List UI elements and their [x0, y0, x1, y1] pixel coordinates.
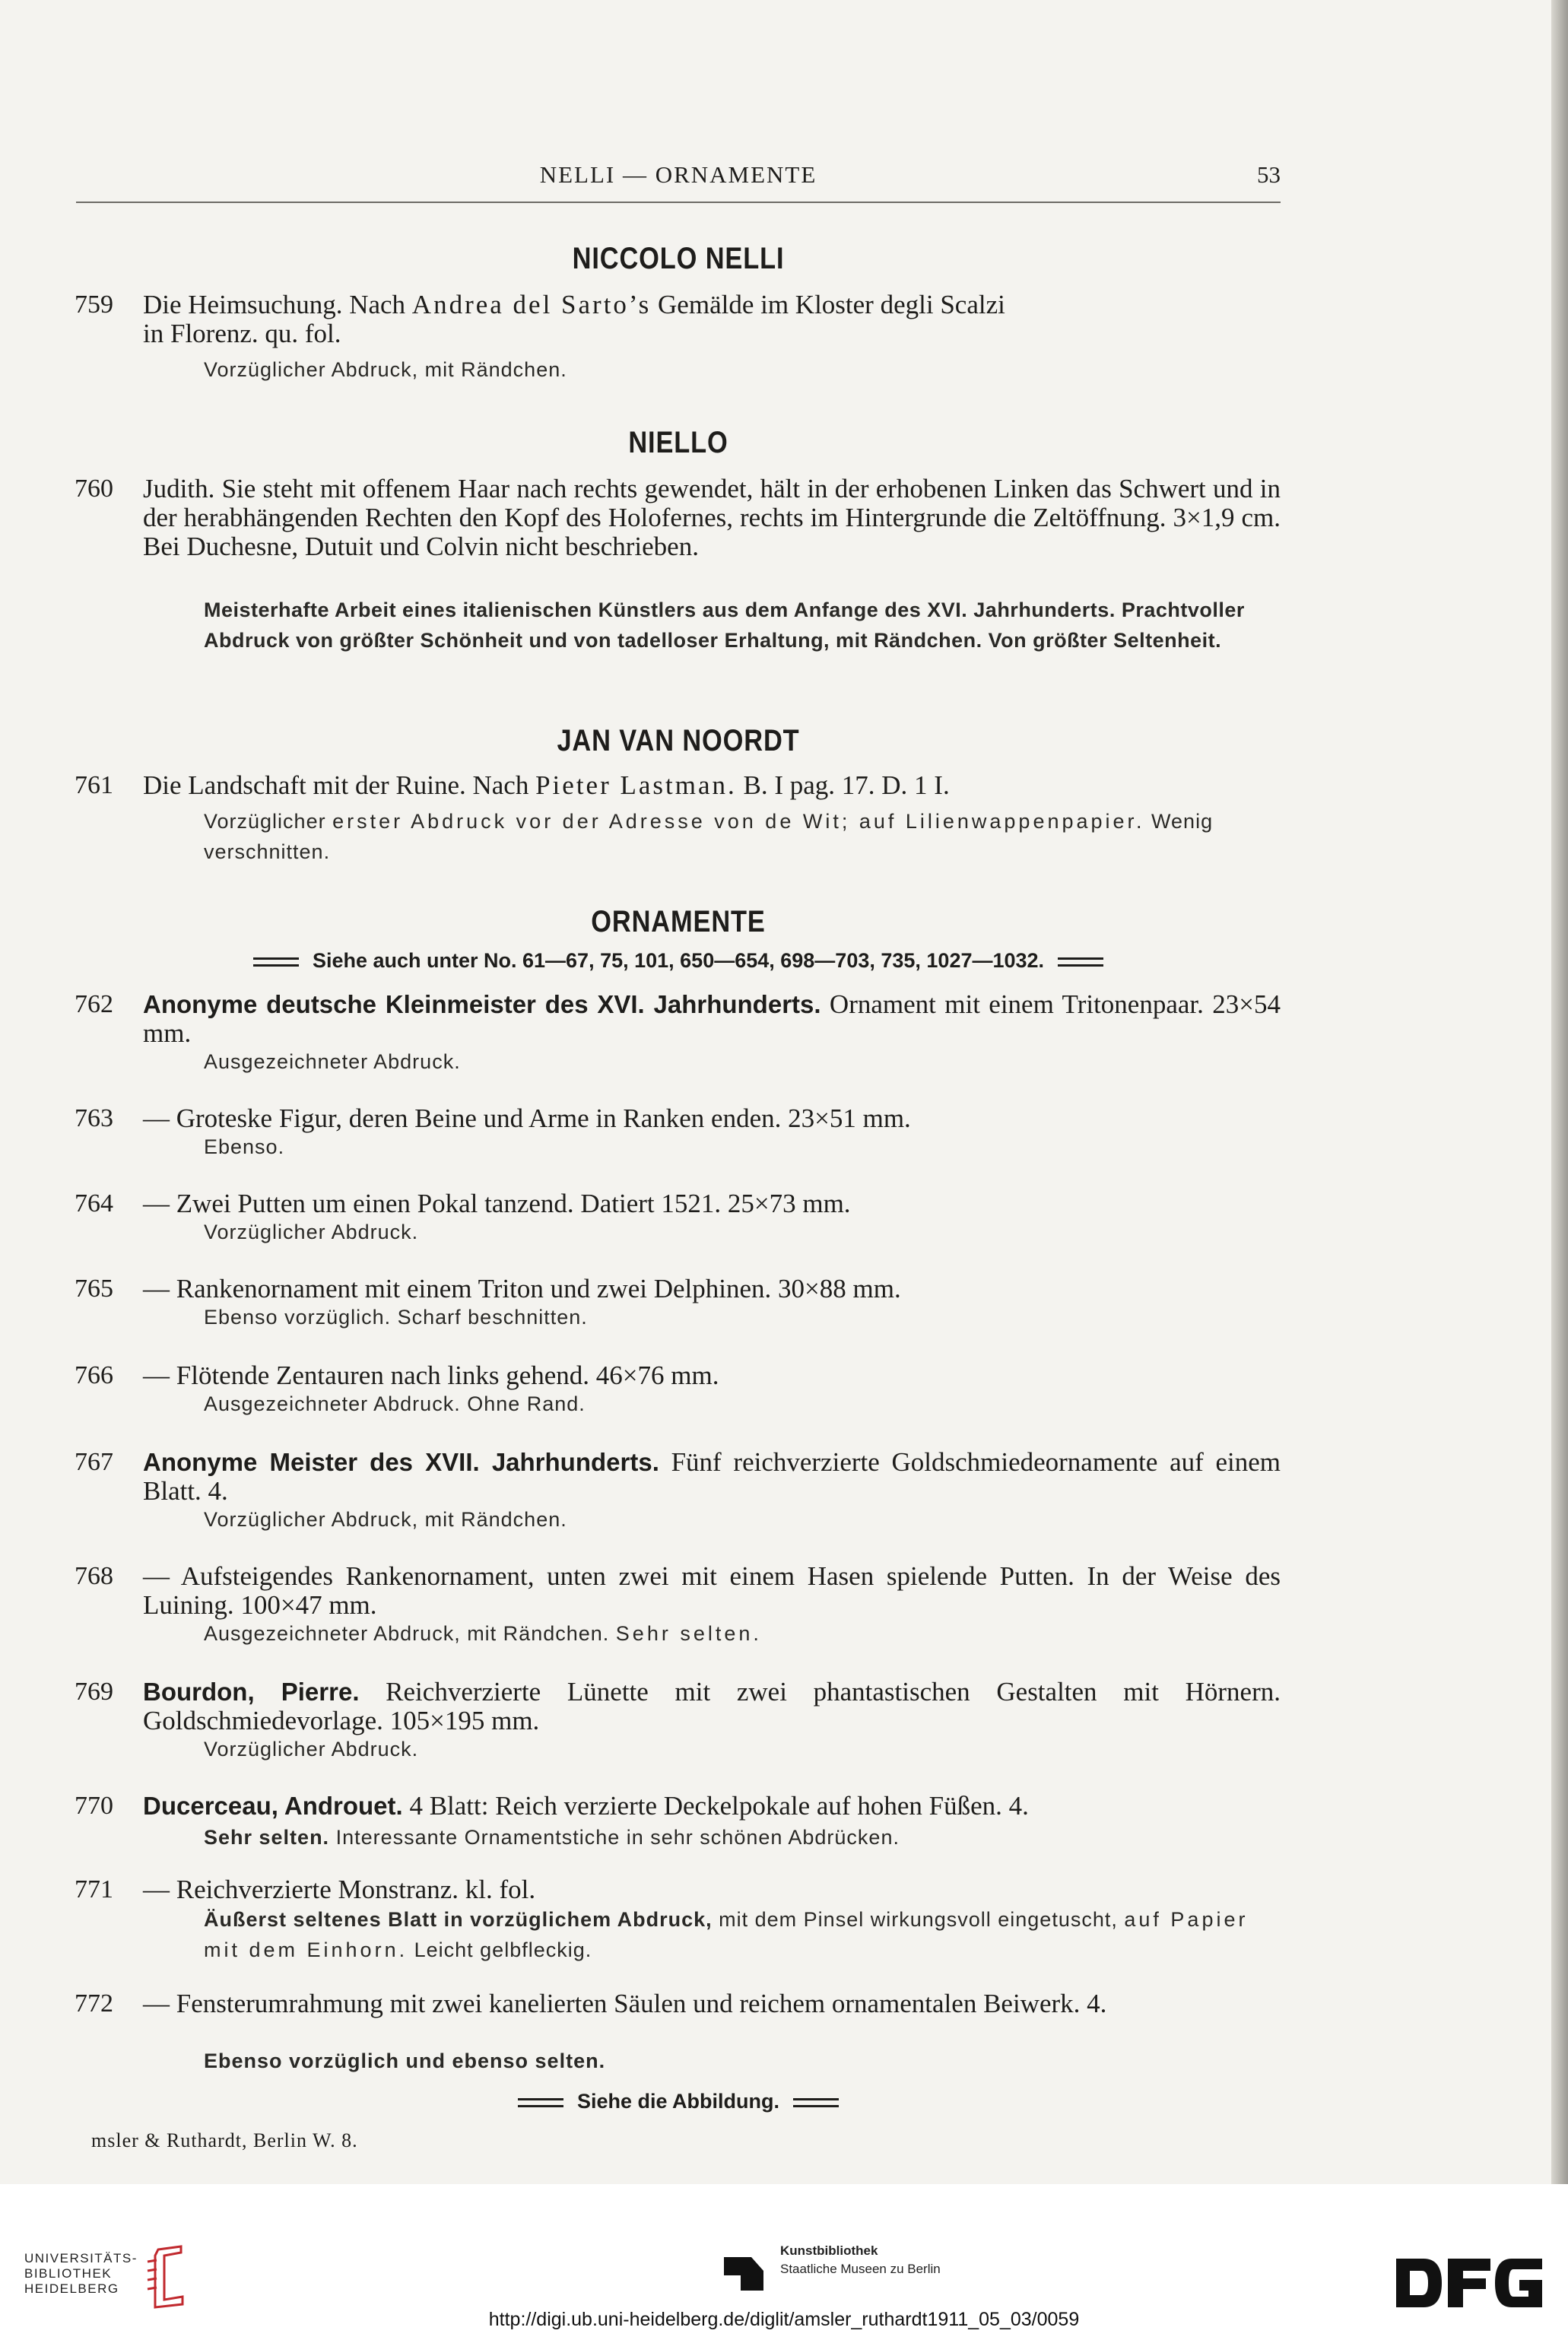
lot-description: — Fensterumrahmung mit zwei kanelierten Säulen und reichem ornamentalen Beiwerk. 4. — [143, 1989, 1107, 2018]
book-spine-edge — [1551, 0, 1568, 2184]
lot-text-771 — [143, 1875, 1281, 1904]
lot-759-text-c: in Florenz. qu. fol. — [143, 319, 341, 348]
lot-text-761 — [143, 771, 1281, 800]
lot-text-762 — [143, 990, 1281, 1048]
lot-759-text-b: Gemälde im Kloster degli Scalzi — [651, 290, 1005, 319]
lot-note-text: mit dem Pinsel wirkungsvoll eingetuscht, — [719, 1908, 1118, 1931]
lot-note-768 — [204, 1618, 1281, 1649]
lot-description: — Flötende Zentauren nach links gehend. 46×76 mm. — [143, 1361, 719, 1390]
lot-note-764 — [204, 1217, 1281, 1247]
kb-subtitle: Staatliche Museen zu Berlin — [780, 2262, 941, 2276]
page-number: 53 — [1257, 161, 1281, 188]
lot-761-text-b: B. I pag. 17. D. 1 I. — [736, 770, 950, 800]
lot-number-762: 762 — [75, 990, 113, 1018]
lot-number-763: 763 — [75, 1104, 113, 1132]
lot-maker: Anonyme deutsche Kleinmeister des XVI. Jahrhunderts. — [143, 990, 821, 1018]
lot-text-763 — [143, 1104, 1281, 1133]
university-library-name — [24, 2251, 138, 2297]
lot-note-post: Leicht gelbfleckig. — [414, 1938, 592, 1961]
lot-note-text: Vorzüglicher Abdruck, mit Rändchen. — [204, 1508, 567, 1531]
digitization-footer — [0, 2184, 1568, 2340]
lot-note-761 — [204, 806, 1281, 867]
see-also-line — [76, 949, 1281, 973]
lot-description: — Reichverzierte Monstranz. kl. fol. — [143, 1875, 536, 1904]
lot-note-text: Ausgezeichneter Abdruck. Ohne Rand. — [204, 1392, 586, 1415]
lot-note-text: Vorzüglicher Abdruck. — [204, 1738, 419, 1761]
lot-note-bold: Sehr selten. — [204, 1826, 330, 1849]
lot-description: Reichverzierte Lünette mit zwei phantastischen Gestalten mit Hörnern. Goldschmiedevorlage. 105×195 mm. — [143, 1677, 1281, 1735]
uni-line-1: UNIVERSITÄTS- — [24, 2251, 138, 2265]
section-heading-ornamente: ORNAMENTE — [591, 905, 766, 938]
lot-761-note-b: erster Abdruck vor der Adresse von de Wit; auf Lilienwappenpapier. — [332, 810, 1145, 833]
lot-text-767 — [143, 1448, 1281, 1506]
lot-maker: Anonyme Meister des XVII. Jahrhunderts. — [143, 1448, 659, 1476]
lot-note-bold: Ebenso vorzüglich und ebenso selten. — [204, 2049, 606, 2072]
lot-text-764 — [143, 1189, 1281, 1218]
lot-note-763 — [204, 1132, 1281, 1162]
lot-maker: Bourdon, Pierre. — [143, 1678, 360, 1706]
running-header — [76, 157, 1281, 195]
header-rule — [76, 202, 1281, 203]
lot-note-762 — [204, 1046, 1281, 1077]
lot-number-769: 769 — [75, 1678, 113, 1706]
double-rule-left — [518, 2098, 563, 2107]
uni-line-2: BIBLIOTHEK — [24, 2266, 113, 2281]
lot-note-760: Meisterhafte Arbeit eines italienischen Künstlers aus dem Anfange des XVI. Jahrhunderts. Prachtvoller Abdruck von größter Schönheit und von tadelloser Erhaltung, mit Rändchen. Von größter Seltenheit. — [204, 598, 1245, 652]
lot-note-770 — [204, 1822, 1281, 1853]
lot-note-text: Ebenso. — [204, 1135, 285, 1158]
lot-note-spaced: Sehr selten. — [615, 1622, 762, 1645]
lot-text-760: Judith. Sie steht mit offenem Haar nach rechts gewendet, hält in der erhobenen Linken das Schwert und in der herabhängenden Rechten den Kopf des Holofernes, rechts im Hintergrunde die Zeltöffnung. 3×1,9 cm. Bei Duchesne, Dutuit und Colvin nicht beschrieben. — [143, 474, 1281, 561]
lot-description: — Rankenornament mit einem Triton und zwei Delphinen. 30×88 mm. — [143, 1274, 901, 1303]
lot-number-770: 770 — [75, 1792, 113, 1820]
lot-759-text-a: Die Heimsuchung. Nach — [143, 290, 412, 319]
double-rule-left — [253, 957, 299, 967]
section-heading-nelli: NICCOLO NELLI — [572, 242, 785, 275]
lot-number-768: 768 — [75, 1562, 113, 1590]
lot-note-771 — [204, 1904, 1281, 1965]
lot-description: — Aufsteigendes Rankenornament, unten zwei mit einem Hasen spielende Putten. In der Weise des Luining. 100×47 mm. — [143, 1561, 1281, 1620]
lot-text-770 — [143, 1792, 1281, 1821]
lot-text-769 — [143, 1678, 1281, 1735]
kb-title: Kunstbibliothek — [780, 2243, 878, 2258]
lot-number-767: 767 — [75, 1448, 113, 1476]
lot-note-text: Ebenso vorzüglich. Scharf beschnitten. — [204, 1306, 588, 1329]
lot-text-772 — [143, 1989, 1281, 2018]
lot-761-note-c: Wenig verschnitten. — [204, 810, 1214, 863]
lot-description: — Groteske Figur, deren Beine und Arme in Ranken enden. 23×51 mm. — [143, 1103, 911, 1133]
uni-line-3: HEIDELBERG — [24, 2281, 119, 2296]
lot-note-765 — [204, 1302, 1281, 1332]
lot-text-766 — [143, 1361, 1281, 1390]
lot-number-765: 765 — [75, 1275, 113, 1303]
see-illustration-text: Siehe die Abbildung. — [576, 2090, 779, 2113]
lot-note-spaced: auf Papier mit dem Einhorn. — [204, 1908, 1249, 1961]
double-rule-right — [1058, 957, 1103, 967]
lot-note-text: Ausgezeichneter Abdruck, mit Rändchen. — [204, 1622, 610, 1645]
printer-imprint: msler & Ruthardt, Berlin W. 8. — [91, 2129, 358, 2151]
lot-759-artist: Andrea del Sarto’s — [411, 290, 652, 319]
lot-761-artist: Pieter Lastman. — [535, 770, 737, 800]
lot-number-760: 760 — [75, 475, 113, 503]
lot-note-767 — [204, 1504, 1281, 1535]
dfg-logo-icon — [1393, 2254, 1545, 2312]
lot-761-text-a: Die Landschaft mit der Ruine. Nach — [143, 770, 536, 800]
lot-description: Ornament mit einem Tritonenpaar. 23×54 mm. — [143, 989, 1281, 1048]
university-logo-icon — [135, 2245, 189, 2309]
lot-description: — Zwei Putten um einen Pokal tanzend. Datiert 1521. 25×73 mm. — [143, 1189, 851, 1218]
see-also-text: Siehe auch unter No. 61—67, 75, 101, 650—654, 698—703, 735, 1027—1032. — [312, 949, 1045, 972]
lot-number-766: 766 — [75, 1361, 113, 1389]
lot-note-bold: Äußerst seltenes Blatt in vorzüglichem Abdruck, — [204, 1908, 713, 1931]
section-heading-noordt: JAN VAN NOORDT — [557, 724, 800, 757]
section-heading-niello: NIELLO — [628, 426, 728, 459]
lot-note-772 — [204, 2046, 1281, 2076]
lot-number-764: 764 — [75, 1189, 113, 1218]
kunstbibliothek-label — [780, 2242, 941, 2278]
lot-number-759: 759 — [75, 291, 113, 319]
lot-note-text: Interessante Ornamentstiche in sehr schönen Abdrücken. — [335, 1826, 900, 1849]
lot-note-text: Ausgezeichneter Abdruck. — [204, 1050, 461, 1073]
lot-number-771: 771 — [75, 1875, 113, 1903]
lot-note-759: Vorzüglicher Abdruck, mit Rändchen. — [204, 358, 567, 381]
source-url-link[interactable]: http://digi.ub.uni-heidelberg.de/diglit/amsler_ruthardt1911_05_03/0059 — [488, 2309, 1080, 2330]
lot-description: Fünf reichverzierte Goldschmiedeornamente auf einem Blatt. 4. — [143, 1447, 1281, 1506]
lot-text-765 — [143, 1275, 1281, 1303]
double-rule-right — [793, 2098, 839, 2107]
lot-number-772: 772 — [75, 1989, 113, 2018]
lot-note-769 — [204, 1734, 1281, 1764]
lot-note-text: Vorzüglicher Abdruck. — [204, 1221, 419, 1243]
lot-note-766 — [204, 1389, 1281, 1419]
kunstbibliothek-logo-icon — [718, 2242, 779, 2295]
header-title: NELLI — ORNAMENTE — [539, 161, 817, 188]
lot-text-759 — [143, 291, 1281, 348]
lot-description: 4 Blatt: Reich verzierte Deckelpokale auf hohen Füßen. 4. — [402, 1791, 1029, 1821]
lot-761-note-a: Vorzüglicher — [204, 810, 333, 833]
lot-maker: Ducerceau, Androuet. — [143, 1792, 403, 1820]
lot-text-768 — [143, 1562, 1281, 1620]
lot-number-761: 761 — [75, 771, 113, 799]
see-illustration-line — [76, 2090, 1281, 2113]
